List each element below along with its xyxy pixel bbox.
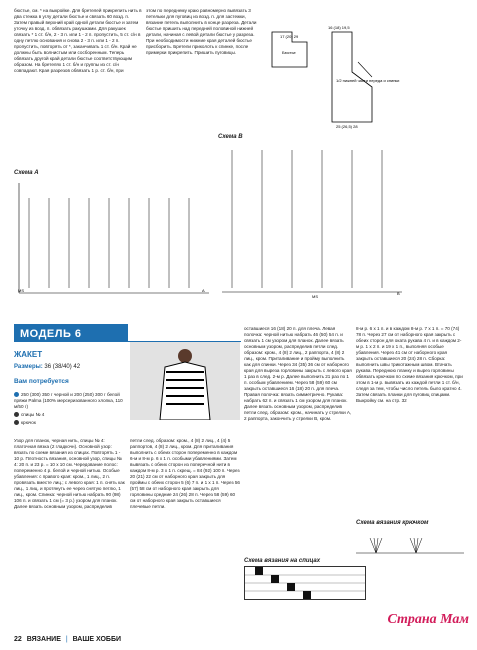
scheme-a-chart — [14, 178, 214, 296]
model-header — [14, 324, 128, 342]
materials-hook: крючок — [14, 420, 126, 426]
item-title: ЖАКЕТ — [14, 350, 43, 359]
sizes-value: 36 (38/40) 42 — [44, 364, 81, 370]
needle-chart-title: Схема вязания на спицах — [244, 558, 321, 564]
footer — [14, 636, 121, 643]
scheme-b-ms: MS — [312, 294, 318, 299]
materials-needles: спицы № 4 — [14, 412, 126, 418]
materials-list — [14, 392, 126, 426]
top-text-col-1: бюстье, см. * на выкройке. Для бретелей прикрепить нить в два стежка в углу детали бюстье и связать 60 возд. п. Затем правый верхний край одной детали бюстье и затем уточку из возд. п. обвязать ракушками. Для ракушек связать * 1 ст. б/н, 2 - 3 п. или 1 - 2 п. пропустить, 5 ст. с/н в одну петлю основания и снова 2 - 3 п. или 1 - 2 п. пропустить, повторять от *, заканчивать 1 ст. б/н. Край не должны быть волнистым или сосборенным. Теперь обвязать другой край детали бюстье соответствующим образом. На бретелях 1 ст. б/н и группы из ст. с/н совпадают. Края разрезов обвязать 1 р. ст. б/н, при — [14, 8, 142, 73]
scheme-a-ms: MS — [18, 288, 24, 293]
body-col-left: Узор для планок, черная нить, спицы № 4: платочная вязка (2 гладкочн). Основной узор: вязать по схеме вязания из спицах. Повторять 1 - 10 р. Плотность вязания, основной узор, спицы № 4: 20 п. и 23 р. = 10 х 10 см. Чередование полос: попеременно 4 р. белой и черной нитью. Особые убавления: с правого края: кром., 1 лиц., 2 п. провязать вместе лиц.; с левого края: 1 п. снять как лиц., 1 лиц. и протянуть ее через снятую петлю, 1 лиц., кром. Спинка: черной нитью набрать 90 (98) 106 п. и связать 1 см (= 3 р.) узором для планок. Далее вязать основным узором, распределив — [14, 438, 125, 509]
model-photo — [130, 342, 240, 420]
crochet-title: Схема вязания крючком — [356, 520, 429, 526]
pattern-diagram — [262, 22, 472, 132]
materials-title: Вам потребуется — [14, 378, 69, 385]
svg-text:16 (18) 19,5: 16 (18) 19,5 — [328, 25, 350, 30]
crochet-chart — [356, 528, 464, 558]
pattern-label-bustier: Бюстье — [282, 50, 296, 55]
scheme-a-label: Схема А — [14, 170, 39, 176]
scheme-b-label: Схема В — [218, 134, 243, 140]
magazine-title: ВЯЗАНИЕ — [26, 636, 61, 643]
watermark-logo: Страна Мам — [387, 612, 469, 627]
scheme-b-chart — [212, 140, 412, 300]
page-number: 22 — [14, 636, 22, 643]
scheme-b-end: B — [397, 291, 400, 296]
body-col-right-1: оставшиеся 16 (18) 20 п. для плеча. Левая полочка: черной нитью набрать 46 (50) 54 п. и связать 1 см узором для планок. Далее вязать основным узором, распределив петли след. образом: кром., 4 (8) 2 лиц., 2 раппорта, 4 (8) 2 лиц., кром. Приталивание и пройму выполнить как для спинки. Через 34 (35) 36 см от наборного края для выреза горловины закрыть с левого края 1 раз в след. 2-м р. Далее выполнить 21 раз по 1 п. особым убавлением. Через 58 (59) 60 см закрыть оставшиеся 16 (18) 20 п. для плеча. Правая полочка: вязать симметрично. Рукава: набрать 62 п. и связать 1 см узором для планок. Далее вязать основным узором, распределив петли след. образом: кром., начинать у стрелки А, 2 раппорта, закончить у стрелки В, кром. — [244, 326, 352, 421]
pattern-label-width: 25 (26,5) 28 — [336, 124, 358, 129]
top-text-col-2: этом по переднему краю равномерно вывязать 3 петельки для пуговиц из возд. п. для застежки, вязание петель выполнить в конце разреза. Детали бюстье пришить над передней половиной нижней детали, начиная с левой детали бюстье у разреза. При необходимости нижние края деталей бюстье присборить. Бретели приколоть к спинке, после примерки прикрепить. Пришить пуговицы. — [146, 8, 257, 55]
magazine-subtitle: ВАШЕ ХОББИ — [72, 636, 122, 643]
model-title: МОДЕЛЬ 6 — [20, 328, 82, 340]
sizes-row — [14, 364, 80, 370]
body-col-right-2: 8-м р. 6 х 1 п. и в каждом 8-м р. 7 х 1 п. = 70 (74) 78 п. Через 27 см от наборного края закрыть с обеих сторон для оката рукава 4 п. и в каждом 2-м р. 1 х 2 п. и 19 х 1 п., выполняя особые убавления. Через 41 см от наборного края закрыть оставшиеся 20 (24) 28 п. Сборка: выполнить швы трикотажным швом. Втачать рукава. Переднюю планку и вырез горловины обвязать крючком по схеме вязания крючком, при этом в 1-м р. вывязать из каждой петли 1 ст. б/н, следя за тем, чтобы число петель было кратно 4. Затем связать планки для пуговиц спицами. Выкройку см. на стр. 32 — [356, 326, 463, 403]
sizes-label: Размеры: — [14, 364, 43, 370]
footer-separator: | — [65, 636, 68, 643]
body-col-mid: петли след. образом: кром., 4 (8) 2 лиц., 4 (4) 5 раппортов, 4 (8) 2 лиц., кром. Для приталивания выполнить с обеих сторон попеременно в каждом 6-м и 8-м р. 6 х 1 п. особыми убавлениями. Затем вывязать с обеих сторон из поперечной нити в каждом 8-м р. 3 х 1 п. скрещ. = 84 (92) 100 п. Через 20 (21) 22 см от наборного края закрыть для проймы с обеих сторон 5 (6) 7 п. и 1 х 1 п. Через 56 (57) 58 см от наборного края закрыть для горловины средние 24 (26) 28 п. Через 58 (59) 60 см от наборного края закрыть оставшиеся плечевые петли. — [130, 438, 240, 509]
scheme-a-end: A — [202, 288, 205, 293]
pattern-label-half: 1/2 нижней части переда и спинки — [336, 78, 400, 83]
needle-chart — [244, 566, 366, 600]
svg-text:17 (20) 29: 17 (20) 29 — [280, 34, 299, 39]
materials-yarn: 250 (300) 350 г черной и 200 (250) 300 г белой пряжи Palma (100% мерсеризованного хлопка, 110 м/50 г) — [14, 392, 123, 409]
